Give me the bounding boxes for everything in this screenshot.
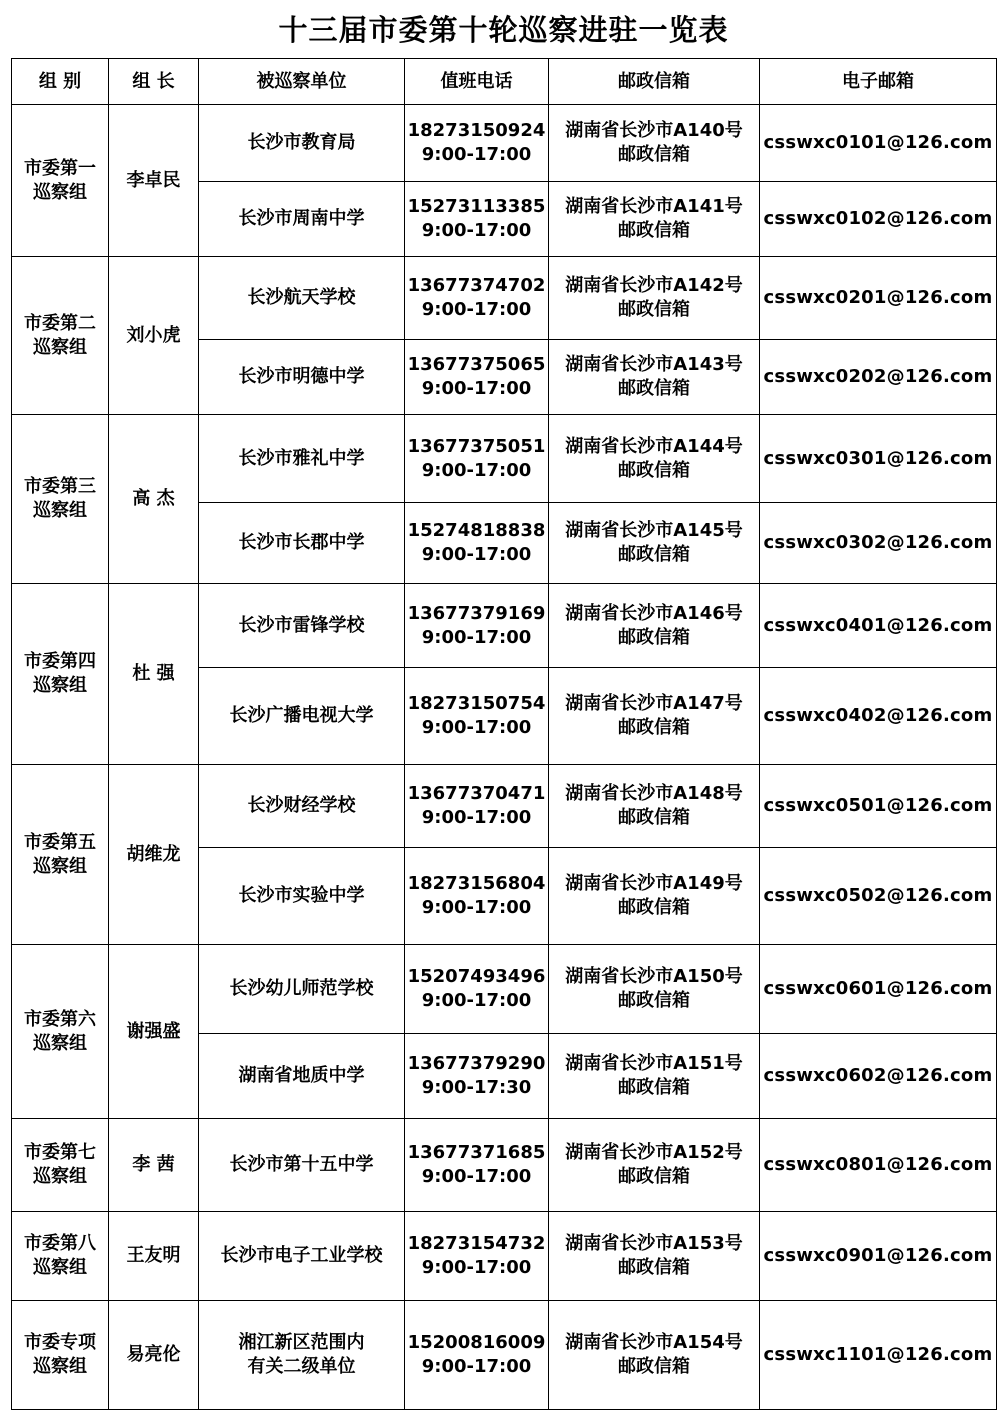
unit-name: 长沙市实验中学: [199, 848, 405, 945]
email-address: csswxc0801@126.com: [760, 1119, 997, 1212]
unit-name: 长沙市第十五中学: [199, 1119, 405, 1212]
group-leader: 杜 强: [109, 584, 199, 765]
group-name-cell: [12, 415, 109, 584]
email-address: csswxc0102@126.com: [760, 182, 997, 257]
group-name-cell: [12, 1119, 109, 1212]
email-address: csswxc0401@126.com: [760, 584, 997, 668]
duty-hours: 9:00-17:30: [421, 1077, 532, 1098]
mailbox-label: 邮政信箱: [618, 1166, 690, 1187]
header-unit: 被巡察单位: [199, 59, 405, 105]
group-name-cell: [12, 1301, 109, 1410]
group-leader: 李卓民: [109, 105, 199, 257]
group-name-line1: 市委第四: [24, 651, 96, 672]
header-row: [12, 59, 997, 105]
email-address: csswxc0501@126.com: [760, 765, 997, 848]
email-address: csswxc0901@126.com: [760, 1212, 997, 1301]
email-address: csswxc0201@126.com: [760, 257, 997, 340]
unit-name: 长沙市雅礼中学: [199, 415, 405, 503]
mailbox-label: 邮政信箱: [618, 220, 690, 241]
phone-number: 13677379169: [407, 602, 546, 624]
mailbox-label: 邮政信箱: [618, 626, 690, 648]
table-row: [12, 1212, 997, 1301]
mailbox-address: 湖南省长沙市A148号: [565, 783, 743, 804]
phone-number: 13677371685: [407, 1142, 546, 1163]
group-name-line2: 巡察组: [33, 336, 87, 358]
duty-hours: 9:00-17:00: [421, 717, 532, 738]
unit-name: 长沙市教育局: [199, 105, 405, 182]
mailbox-address: 湖南省长沙市A154号: [565, 1332, 743, 1353]
phone-number: 13677370471: [407, 783, 546, 804]
phone-number: 18273150924: [407, 120, 546, 141]
phone-number: 18273150754: [407, 693, 546, 714]
group-leader: 王友明: [109, 1212, 199, 1301]
phone-number: 15273113385: [407, 196, 546, 217]
table-row: [12, 765, 997, 848]
mailbox-label: 邮政信箱: [618, 378, 690, 399]
table-row: [12, 415, 997, 503]
phone-cell: [405, 1301, 549, 1410]
unit-name: 长沙幼儿师范学校: [199, 945, 405, 1034]
email-address: csswxc0202@126.com: [760, 340, 997, 415]
mailbox-cell: [549, 340, 760, 415]
mailbox-cell: [549, 668, 760, 765]
header-leader: 组 长: [109, 59, 199, 105]
mailbox-address: 湖南省长沙市A147号: [565, 693, 743, 714]
mailbox-cell: [549, 848, 760, 945]
group-name-line2: 巡察组: [33, 1257, 87, 1278]
table-row: [12, 584, 997, 668]
group-name-cell: [12, 584, 109, 765]
phone-cell: [405, 584, 549, 668]
unit-name: 长沙市长郡中学: [199, 503, 405, 584]
unit-name: 湖南省地质中学: [199, 1034, 405, 1119]
duty-hours: 9:00-17:00: [421, 378, 532, 399]
group-leader: 胡维龙: [109, 765, 199, 945]
group-name-line1: 市委第七: [24, 1142, 96, 1163]
mailbox-cell: [549, 415, 760, 503]
mailbox-address: 湖南省长沙市A140号: [565, 120, 743, 141]
group-name-cell: [12, 257, 109, 415]
mailbox-cell: [549, 1301, 760, 1410]
mailbox-cell: [549, 1034, 760, 1119]
phone-cell: [405, 1212, 549, 1301]
mailbox-label: 邮政信箱: [618, 144, 690, 165]
unit-name: 长沙航天学校: [199, 257, 405, 340]
header-email: 电子邮箱: [760, 59, 997, 105]
mailbox-label: 邮政信箱: [618, 544, 690, 565]
mailbox-label: 邮政信箱: [618, 299, 690, 320]
header-mailbox: 邮政信箱: [549, 59, 760, 105]
mailbox-cell: [549, 105, 760, 182]
group-name-cell: [12, 765, 109, 945]
mailbox-label: 邮政信箱: [618, 807, 690, 828]
group-leader: 高 杰: [109, 415, 199, 584]
group-name-line1: 市委第三: [24, 476, 96, 497]
inspection-roster-table: [11, 58, 997, 1410]
mailbox-cell: [549, 257, 760, 340]
email-address: csswxc0101@126.com: [760, 105, 997, 182]
email-address: csswxc1101@126.com: [760, 1301, 997, 1410]
mailbox-label: 邮政信箱: [618, 1356, 690, 1377]
phone-number: 15274818838: [407, 520, 546, 541]
unit-name: 长沙广播电视大学: [199, 668, 405, 765]
group-name-line1: 市委第一: [24, 157, 96, 179]
duty-hours: 9:00-17:00: [421, 1166, 532, 1187]
group-leader: 李 茜: [109, 1119, 199, 1212]
email-address: csswxc0301@126.com: [760, 415, 997, 503]
duty-hours: 9:00-17:00: [421, 220, 532, 241]
group-name-line1: 市委第八: [24, 1233, 96, 1254]
mailbox-address: 湖南省长沙市A150号: [565, 966, 743, 987]
phone-number: 13677374702: [407, 275, 546, 296]
email-address: csswxc0602@126.com: [760, 1034, 997, 1119]
unit-name-line1: 湘江新区范围内: [238, 1332, 365, 1353]
phone-cell: [405, 848, 549, 945]
duty-hours: 9:00-17:00: [421, 1257, 532, 1278]
unit-name: 长沙市明德中学: [199, 340, 405, 415]
phone-cell: [405, 105, 549, 182]
mailbox-address: 湖南省长沙市A143号: [565, 354, 743, 375]
mailbox-cell: [549, 182, 760, 257]
email-address: csswxc0502@126.com: [760, 848, 997, 945]
mailbox-address: 湖南省长沙市A141号: [565, 196, 743, 217]
mailbox-address: 湖南省长沙市A151号: [565, 1053, 743, 1074]
table-row: [12, 1301, 997, 1410]
duty-hours: 9:00-17:00: [421, 1356, 532, 1377]
group-name-line1: 市委第二: [24, 312, 96, 334]
phone-number: 18273156804: [407, 873, 546, 894]
mailbox-address: 湖南省长沙市A146号: [565, 602, 743, 624]
mailbox-label: 邮政信箱: [618, 897, 690, 918]
phone-cell: [405, 1119, 549, 1212]
unit-name-cell: [199, 1301, 405, 1410]
phone-cell: [405, 415, 549, 503]
table-row: [12, 945, 997, 1034]
mailbox-cell: [549, 1119, 760, 1212]
duty-hours: 9:00-17:00: [421, 990, 532, 1011]
phone-cell: [405, 257, 549, 340]
group-name-cell: [12, 105, 109, 257]
group-name-line2: 巡察组: [33, 1356, 87, 1377]
group-leader: 刘小虎: [109, 257, 199, 415]
email-address: csswxc0302@126.com: [760, 503, 997, 584]
mailbox-address: 湖南省长沙市A144号: [565, 435, 743, 457]
duty-hours: 9:00-17:00: [421, 626, 532, 648]
phone-number: 13677379290: [407, 1053, 546, 1074]
duty-hours: 9:00-17:00: [421, 897, 532, 918]
mailbox-cell: [549, 945, 760, 1034]
mailbox-cell: [549, 765, 760, 848]
phone-cell: [405, 503, 549, 584]
mailbox-label: 邮政信箱: [618, 1077, 690, 1098]
unit-name-line2: 有关二级单位: [247, 1356, 356, 1377]
header-group: 组 别: [12, 59, 109, 105]
phone-cell: [405, 945, 549, 1034]
mailbox-address: 湖南省长沙市A153号: [565, 1233, 743, 1254]
mailbox-cell: [549, 503, 760, 584]
group-name-line2: 巡察组: [33, 1032, 87, 1054]
unit-name: 长沙财经学校: [199, 765, 405, 848]
group-name-line2: 巡察组: [33, 855, 87, 877]
phone-number: 18273154732: [407, 1233, 546, 1254]
duty-hours: 9:00-17:00: [421, 544, 532, 565]
unit-name: 长沙市周南中学: [199, 182, 405, 257]
duty-hours: 9:00-17:00: [421, 144, 532, 165]
table-row: [12, 105, 997, 182]
group-leader: 谢强盛: [109, 945, 199, 1119]
phone-cell: [405, 340, 549, 415]
unit-name: 长沙市电子工业学校: [199, 1212, 405, 1301]
header-phone: 值班电话: [405, 59, 549, 105]
phone-number: 15207493496: [407, 966, 546, 987]
mailbox-label: 邮政信箱: [618, 717, 690, 738]
mailbox-address: 湖南省长沙市A142号: [565, 275, 743, 296]
phone-cell: [405, 1034, 549, 1119]
mailbox-cell: [549, 584, 760, 668]
group-name-cell: [12, 1212, 109, 1301]
mailbox-address: 湖南省长沙市A145号: [565, 520, 743, 541]
mailbox-label: 邮政信箱: [618, 459, 690, 481]
phone-cell: [405, 668, 549, 765]
email-address: csswxc0601@126.com: [760, 945, 997, 1034]
mailbox-label: 邮政信箱: [618, 1257, 690, 1278]
mailbox-label: 邮政信箱: [618, 990, 690, 1011]
page-title: 十三届市委第十轮巡察进驻一览表: [278, 13, 729, 47]
mailbox-address: 湖南省长沙市A149号: [565, 873, 743, 894]
group-name-line1: 市委第六: [24, 1008, 96, 1030]
group-name-line1: 市委第五: [24, 831, 96, 853]
group-name-line2: 巡察组: [33, 1166, 87, 1187]
duty-hours: 9:00-17:00: [421, 299, 532, 320]
phone-number: 15200816009: [407, 1332, 546, 1353]
mailbox-cell: [549, 1212, 760, 1301]
group-name-line1: 市委专项: [24, 1332, 96, 1353]
group-name-line2: 巡察组: [33, 181, 87, 203]
table-row: [12, 1119, 997, 1212]
group-name-cell: [12, 945, 109, 1119]
duty-hours: 9:00-17:00: [421, 459, 532, 481]
duty-hours: 9:00-17:00: [421, 807, 532, 828]
mailbox-address: 湖南省长沙市A152号: [565, 1142, 743, 1163]
group-name-line2: 巡察组: [33, 500, 87, 521]
phone-cell: [405, 182, 549, 257]
email-address: csswxc0402@126.com: [760, 668, 997, 765]
unit-name: 长沙市雷锋学校: [199, 584, 405, 668]
phone-cell: [405, 765, 549, 848]
phone-number: 13677375065: [407, 354, 546, 375]
group-name-line2: 巡察组: [33, 675, 87, 696]
group-leader: 易亮伦: [109, 1301, 199, 1410]
table-row: [12, 257, 997, 340]
phone-number: 13677375051: [407, 435, 546, 457]
